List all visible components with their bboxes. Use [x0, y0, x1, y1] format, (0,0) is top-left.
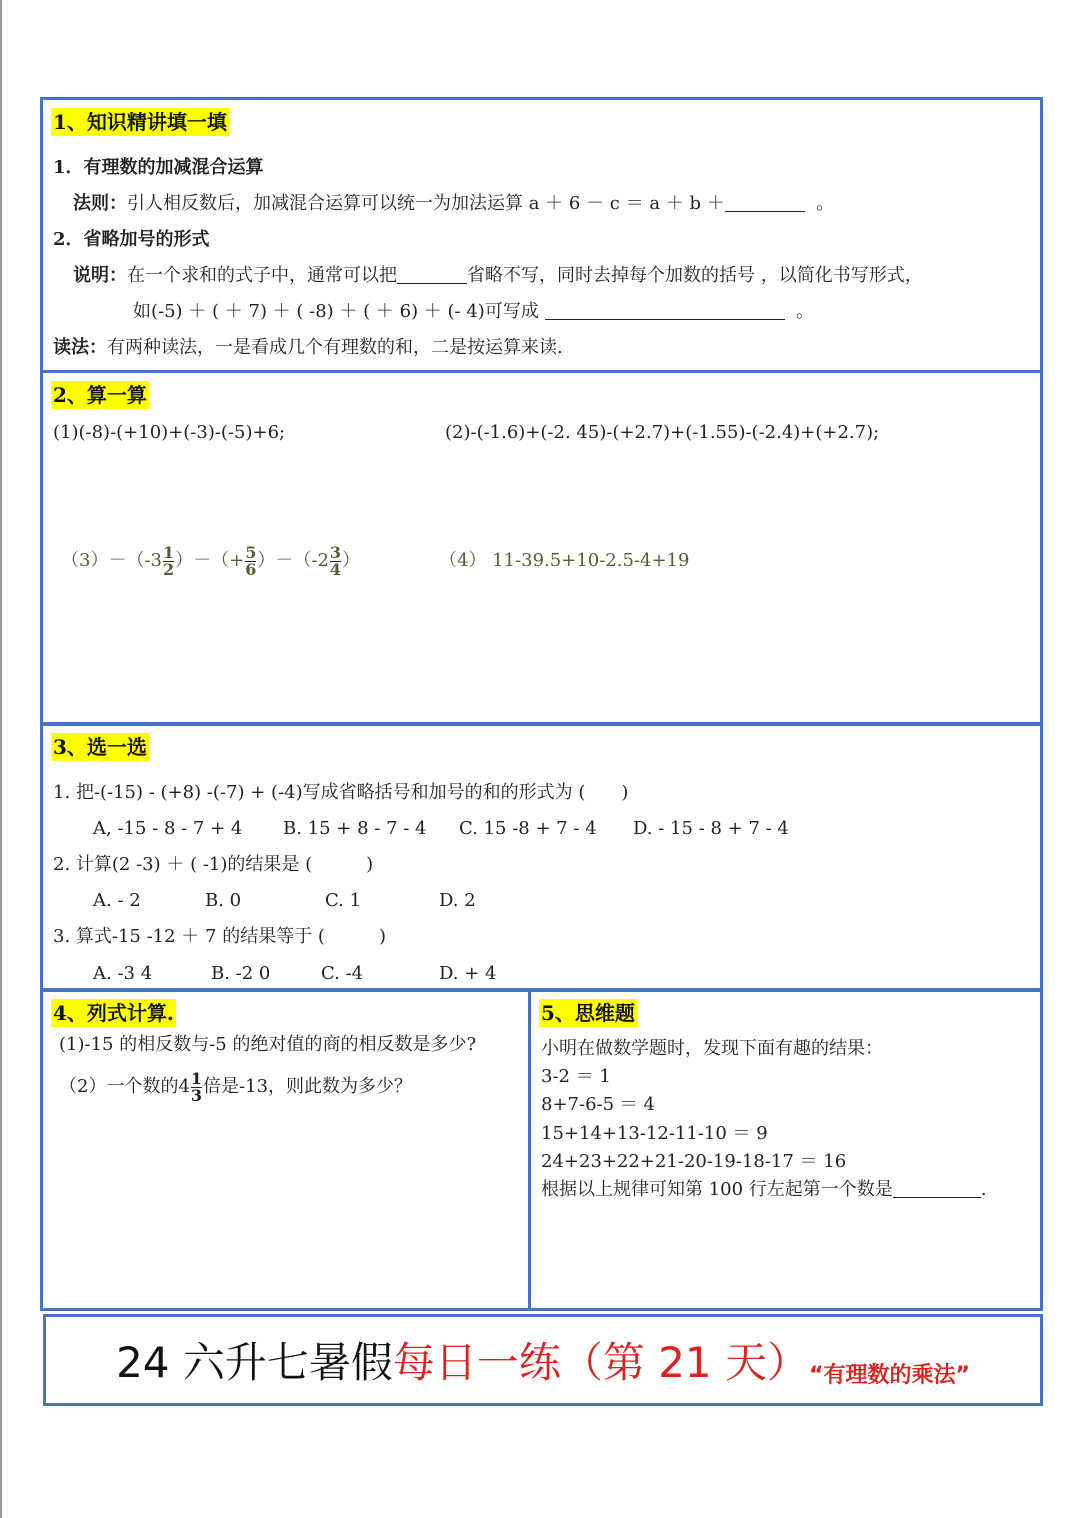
calc-q1: (1)(-8)-(+10)+(-3)-(-5)+6; [53, 422, 286, 443]
choice-q3-option-a[interactable]: A. -3 4 [93, 963, 153, 984]
section-2-heading: 2、算一算 [53, 383, 147, 407]
choice-q3-option-c[interactable]: C. -4 [321, 963, 364, 984]
section-3-heading: 3、选一选 [53, 735, 147, 759]
section-4-heading: 4、列式计算. [53, 1001, 174, 1025]
sub-heading-1: 1．有理数的加减混合运算 [53, 157, 264, 178]
footer-title-part-2: 每日一练（第 21 天） [392, 1338, 810, 1387]
thinking-answer-blank[interactable] [893, 1179, 981, 1198]
rule-end: 。 [816, 193, 835, 214]
thinking-line-2: 8+7-6-5 ＝ 4 [541, 1094, 655, 1115]
section-choose [40, 722, 1043, 992]
choice-q2-option-b[interactable]: B. 0 [205, 890, 242, 911]
section-1-heading: 1、知识精讲填一填 [53, 110, 227, 134]
fraction-denominator: 4 [329, 559, 342, 579]
thinking-question [541, 1178, 987, 1202]
footer-title-part-1: 24 六升七暑假 [116, 1338, 393, 1387]
fraction-numerator: 1 [163, 542, 175, 562]
thinking-line-3: 15+14+13-12-11-10 ＝ 9 [541, 1123, 768, 1144]
example-blank[interactable] [545, 301, 785, 320]
footer-topic: “有理数的乘法” [809, 1363, 970, 1388]
choice-q2: 2. 计算(2 -3) ＋ ( -1)的结果是 ( ) [53, 854, 374, 875]
choice-q2-option-a[interactable]: A. - 2 [93, 890, 141, 911]
calc-q2: (2)-(-1.6)+(-2. 45)-(+2.7)+(-1.55)-(-2.4)+(+2.7); [445, 422, 880, 443]
example-line [133, 300, 814, 324]
note-text-2: 省略不写，同时去掉每个加数的括号 ，以简化书写形式， [467, 265, 923, 286]
fraction-denominator: 6 [245, 559, 257, 579]
note-line [73, 264, 923, 288]
sub-heading-2: 2．省略加号的形式 [53, 229, 210, 250]
fraction-denominator: 2 [163, 559, 175, 579]
example-end: 。 [796, 301, 815, 322]
calc-q3 [61, 543, 360, 579]
note-label: 说明： [73, 265, 127, 286]
choice-q1-option-d[interactable]: D. - 15 - 8 + 7 - 4 [633, 818, 789, 839]
fraction-3-4 [329, 542, 342, 579]
expression-q2-suffix: 倍是-13，则此数为多少？ [203, 1076, 413, 1097]
section-calculate [40, 370, 1043, 726]
example-text: 如(-5) ＋ ( ＋ 7) ＋ ( -8) ＋ ( ＋ 6) ＋ (- 4)可写成 [133, 301, 539, 322]
read-label: 读法： [53, 337, 107, 358]
calc-q3-mid-1: ）－（+ [175, 550, 245, 571]
thinking-line-4: 24+23+22+21-20-19-18-17 ＝ 16 [541, 1151, 847, 1172]
calc-q3-mid-2: ）－（-2 [257, 550, 329, 571]
footer-title-box [43, 1314, 1043, 1406]
page-edge [0, 0, 2, 1518]
expression-q1: (1)-15 的相反数与-5 的绝对值的商的相反数是多少? [59, 1034, 477, 1055]
calc-q4: （4） 11-39.5+10-2.5-4+19 [439, 550, 690, 571]
fraction-numerator: 5 [245, 542, 257, 562]
read-text: 有两种读法，一是看成几个有理数的和，二是按运算来读. [107, 337, 563, 358]
fraction-numerator: 1 [190, 1068, 203, 1088]
note-text-1: 在一个求和的式子中，通常可以把 [127, 265, 397, 286]
footer-title [46, 1317, 1040, 1403]
choice-q3: 3. 算式-15 -12 ＋ 7 的结果等于 ( ) [53, 926, 386, 947]
expression-q2-prefix: （2）一个数的4 [59, 1076, 190, 1097]
section-5-heading: 5、思维题 [541, 1001, 635, 1025]
section-expression [40, 988, 531, 1311]
thinking-question-end: . [980, 1179, 987, 1200]
thinking-question-text: 根据以上规律可知第 100 行左起第一个数是 [541, 1179, 893, 1200]
rule-text: 引人相反数后，加减混合运算可以统一为加法运算 a ＋ 6 － c ＝ a ＋ b ＋ [127, 193, 725, 214]
choice-q2-option-c[interactable]: C. 1 [325, 890, 362, 911]
fraction-1-3 [190, 1068, 203, 1105]
calc-q3-prefix: （3）－（-3 [61, 550, 162, 571]
choice-q1: 1. 把-(-15) - (+8) -(-7) + (-4)写成省略括号和加号的和的形式为 ( ) [53, 782, 629, 803]
rule-line [73, 192, 834, 216]
thinking-intro: 小明在做数学题时，发现下面有趣的结果： [541, 1038, 883, 1059]
choice-q3-option-b[interactable]: B. -2 0 [211, 963, 271, 984]
section-knowledge [40, 97, 1043, 373]
rule-blank[interactable] [725, 193, 805, 212]
choice-q1-option-a[interactable]: A, -15 - 8 - 7 + 4 [93, 818, 243, 839]
section-thinking [528, 988, 1043, 1311]
fraction-5-6 [245, 542, 257, 579]
fraction-1-2 [163, 542, 175, 579]
choice-q1-option-c[interactable]: C. 15 -8 + 7 - 4 [459, 818, 597, 839]
thinking-line-1: 3-2 ＝ 1 [541, 1066, 611, 1087]
fraction-numerator: 3 [329, 542, 342, 562]
read-line [53, 336, 563, 360]
choice-q1-option-b[interactable]: B. 15 + 8 - 7 - 4 [283, 818, 427, 839]
choice-q2-option-d[interactable]: D. 2 [439, 890, 476, 911]
choice-q3-option-d[interactable]: D. + 4 [439, 963, 497, 984]
note-blank[interactable] [397, 265, 467, 284]
calc-q3-end: ） [342, 550, 361, 571]
expression-q2 [59, 1069, 412, 1105]
fraction-denominator: 3 [190, 1085, 203, 1105]
rule-label: 法则： [73, 193, 127, 214]
